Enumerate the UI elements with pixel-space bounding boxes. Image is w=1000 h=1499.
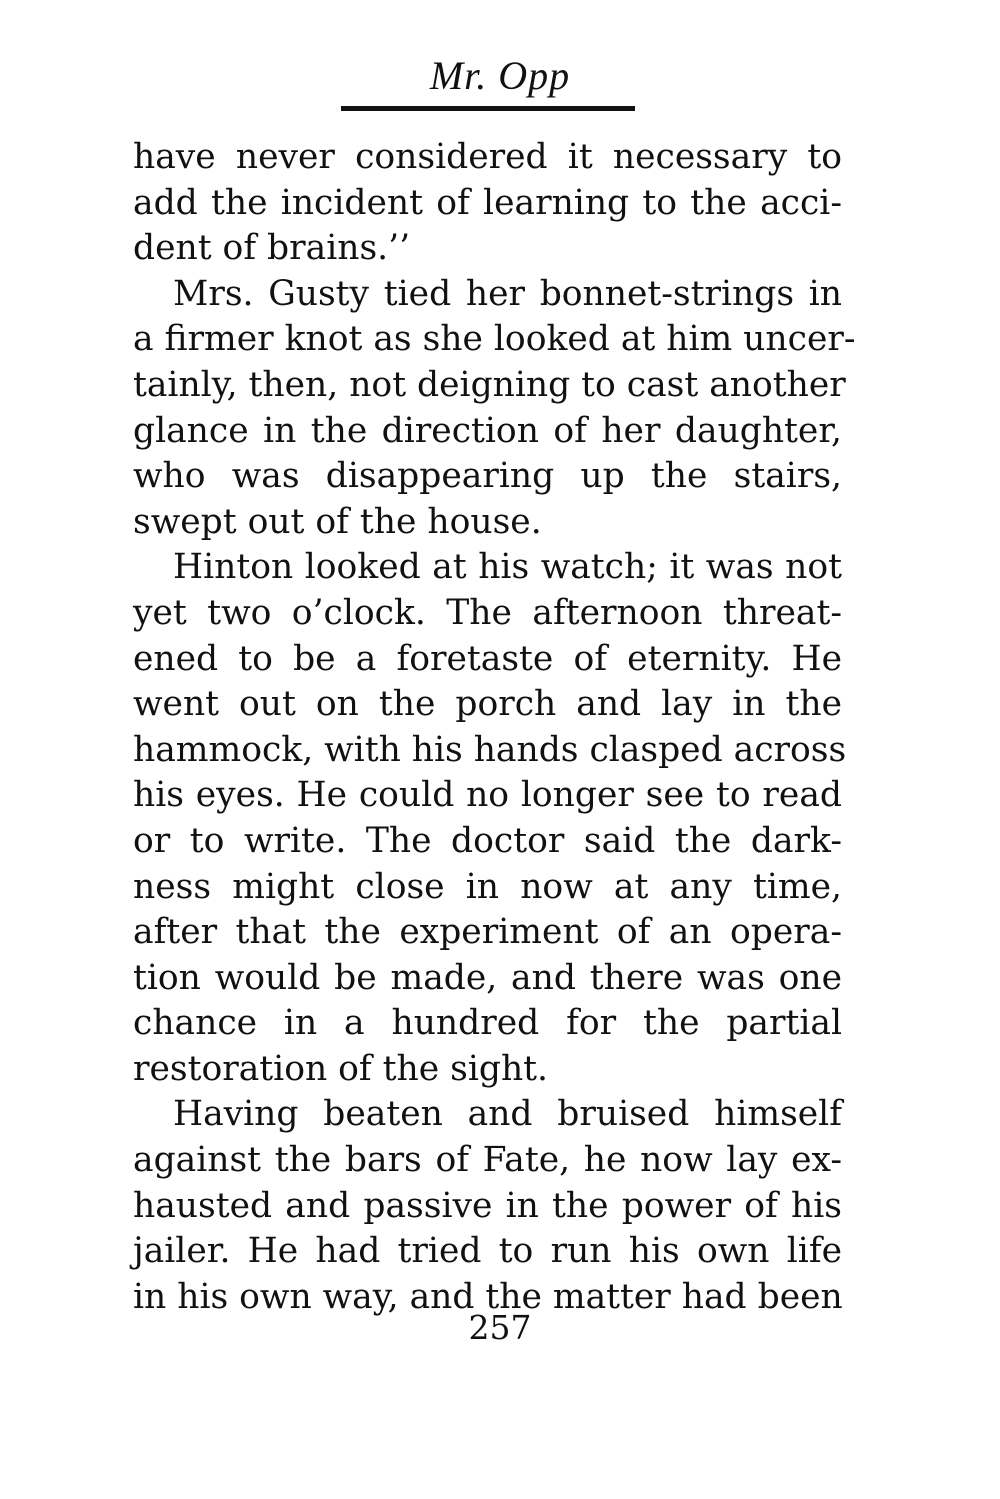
text-line: after that the experiment of an opera-	[133, 912, 842, 953]
text-line: Having beaten and bruised himself	[173, 1094, 842, 1135]
text-line: Hinton looked at his watch; it was not	[173, 547, 842, 588]
text-line: in his own way, and the matter had been	[133, 1276, 843, 1317]
text-line: add the incident of learning to the acci-	[133, 182, 842, 223]
text-line: or to write. The doctor said the dark-	[133, 820, 842, 861]
text-line: dent of brains.’’	[133, 228, 411, 269]
text-line: swept out of the house.	[133, 501, 542, 542]
text-line: hausted and passive in the power of his	[133, 1185, 842, 1226]
text-line: his eyes. He could no longer see to read	[133, 775, 842, 816]
text-line: hammock, with his hands clasped across	[133, 729, 847, 770]
text-line: glance in the direction of her daughter,	[133, 410, 842, 451]
text-line: against the bars of Fate, he now lay ex-	[133, 1140, 842, 1181]
text-line: jailer. He had tried to run his own life	[133, 1231, 842, 1272]
text-line: restoration of the sight.	[133, 1048, 549, 1089]
text-line: a firmer knot as she looked at him uncer-	[133, 319, 856, 360]
running-title: Mr. Opp	[429, 53, 571, 98]
text-line: ness might close in now at any time,	[133, 866, 842, 907]
page-number: 257	[468, 1308, 532, 1347]
text-line: who was disappearing up the stairs,	[133, 456, 842, 497]
text-line: tion would be made, and there was one	[133, 957, 842, 998]
text-line: have never considered it necessary to	[133, 137, 842, 177]
text-line: went out on the porch and lay in the	[133, 684, 842, 725]
text-line: yet two o’clock. The afternoon threat-	[133, 592, 842, 633]
header-rule	[341, 106, 635, 111]
text-line: tainly, then, not deigning to cast another	[133, 364, 846, 405]
text-line: Mrs. Gusty tied her bonnet-strings in	[173, 273, 842, 314]
body-text	[133, 135, 856, 1320]
text-line: ened to be a foretaste of eternity. He	[133, 638, 842, 679]
text-line: chance in a hundred for the partial	[133, 1003, 842, 1044]
